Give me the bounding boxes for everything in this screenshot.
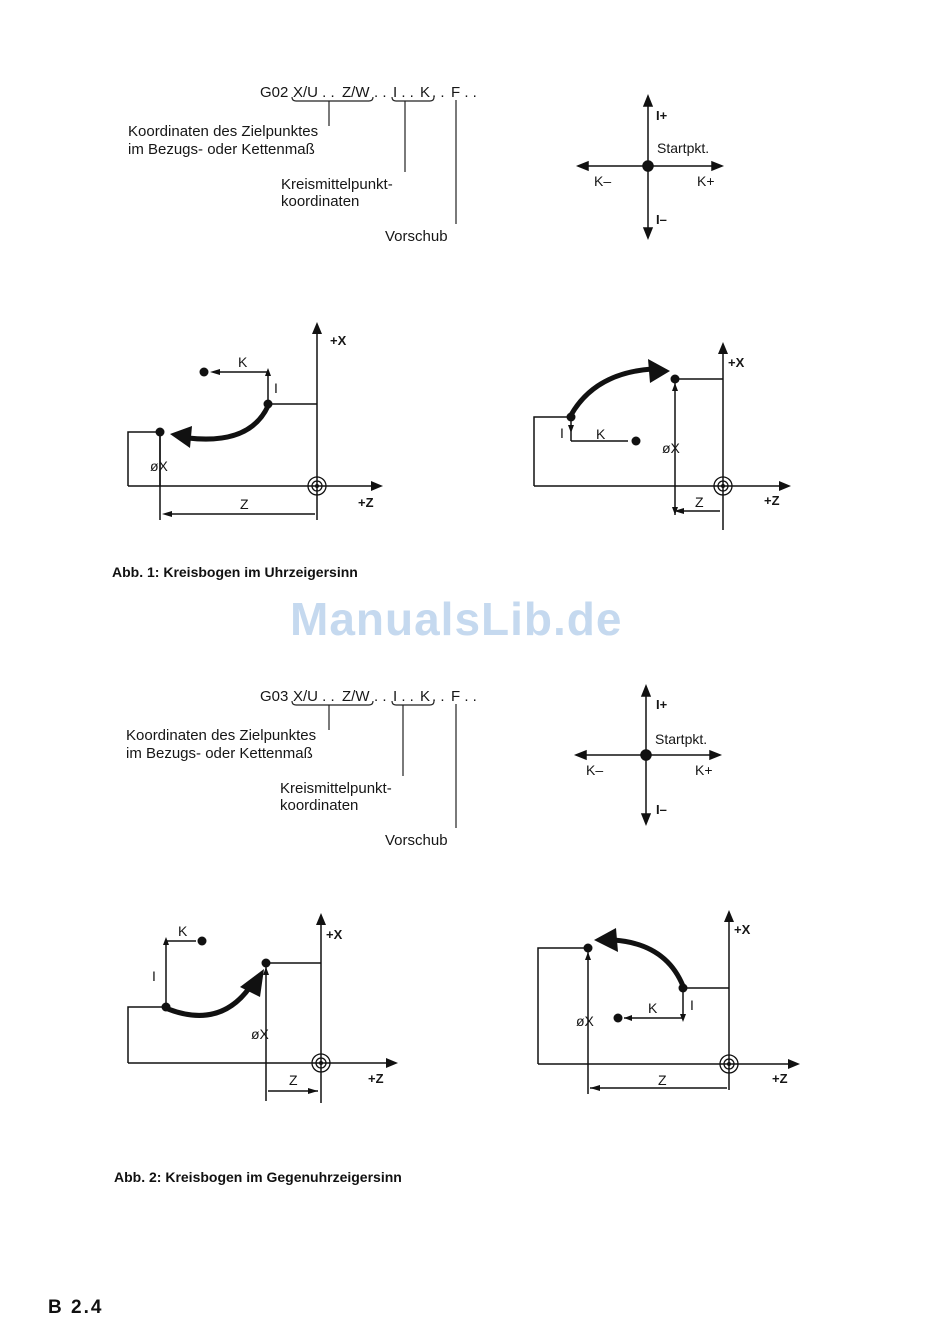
k-minus-label: K–	[594, 173, 612, 189]
feed-label: Vorschub	[385, 832, 448, 849]
k-label: K	[178, 923, 188, 939]
syntax-brackets	[0, 0, 950, 300]
k-label: K	[238, 354, 248, 370]
diameter-x-label: øX	[662, 440, 680, 456]
center-coords-label: Kreismittelpunkt-	[281, 176, 393, 193]
syntax-sep2: . .	[432, 84, 445, 101]
i-label: I	[274, 380, 278, 396]
clockwise-arc	[188, 406, 268, 439]
start-point-label: Startpkt.	[655, 731, 708, 747]
diameter-x-label: øX	[251, 1026, 269, 1042]
fig2-direction-cross	[568, 682, 728, 842]
syntax-f: F . .	[451, 84, 477, 101]
syntax-zw: Z/W	[342, 688, 370, 705]
syntax-xu: X/U . .	[293, 688, 335, 705]
arc-arrowhead	[594, 928, 618, 952]
i-minus-label: I–	[656, 802, 667, 817]
counterclockwise-arc	[614, 940, 683, 986]
diameter-x-label: øX	[576, 1013, 594, 1029]
z-axis-label: +Z	[772, 1071, 788, 1086]
syntax-zw: Z/W	[342, 84, 370, 101]
z-axis-label: +Z	[368, 1071, 384, 1086]
z-distance-label: Z	[658, 1072, 667, 1088]
clockwise-arc	[571, 369, 652, 415]
center-coords-label-2: koordinaten	[281, 193, 360, 210]
syntax-k: K	[420, 688, 431, 705]
i-label: I	[152, 968, 156, 984]
syntax-sep: . .	[374, 84, 387, 101]
counterclockwise-arc	[168, 987, 250, 1015]
z-distance-label: Z	[289, 1072, 298, 1088]
k-label: K	[596, 426, 606, 442]
center-coords-label-2: koordinaten	[280, 797, 359, 814]
k-plus-label: K+	[695, 762, 713, 778]
x-axis-label: +X	[728, 355, 745, 370]
fig1-direction-cross	[570, 92, 730, 252]
syntax-brackets	[0, 600, 950, 840]
g03-code: G03	[260, 688, 289, 705]
figure-2-caption: Abb. 2: Kreisbogen im Gegenuhrzeigersinn	[114, 1169, 402, 1185]
target-coords-label-2: im Bezugs- oder Kettenmaß	[128, 141, 315, 158]
fig2-right-diagram	[520, 900, 810, 1100]
diameter-x-label: øX	[150, 458, 168, 474]
x-axis-label: +X	[734, 922, 751, 937]
page-number: B 2.4	[48, 1297, 104, 1318]
target-coords-label: Koordinaten des Zielpunktes	[126, 727, 317, 744]
syntax-i: I . .	[393, 688, 414, 705]
x-axis-label: +X	[330, 333, 347, 348]
i-plus-label: I+	[656, 697, 668, 712]
i-minus-label: I–	[656, 212, 667, 227]
feed-label: Vorschub	[385, 228, 448, 245]
z-axis-label: +Z	[764, 493, 780, 508]
syntax-i: I . .	[393, 84, 414, 101]
k-label: K	[648, 1000, 658, 1016]
figure-1-caption: Abb. 1: Kreisbogen im Uhrzeigersinn	[112, 564, 358, 580]
watermark: ManualsLib.de	[290, 593, 623, 645]
k-plus-label: K+	[697, 173, 715, 189]
z-distance-label: Z	[695, 494, 704, 510]
z-distance-label: Z	[240, 496, 249, 512]
fig2-left-diagram	[110, 905, 410, 1110]
target-coords-label-2: im Bezugs- oder Kettenmaß	[126, 745, 313, 762]
fig1-right-diagram	[520, 335, 810, 535]
i-label: I	[690, 997, 694, 1013]
x-axis-label: +X	[326, 927, 343, 942]
i-plus-label: I+	[656, 108, 668, 123]
syntax-k: K	[420, 84, 431, 101]
syntax-f: F . .	[451, 688, 477, 705]
i-label: I	[560, 425, 564, 441]
syntax-sep2: . .	[432, 688, 445, 705]
syntax-xu: X/U . .	[293, 84, 335, 101]
arc-arrowhead	[648, 359, 670, 383]
g02-code: G02	[260, 84, 289, 101]
z-axis-label: +Z	[358, 495, 374, 510]
syntax-sep: . .	[374, 688, 387, 705]
start-point-label: Startpkt.	[657, 140, 710, 156]
k-minus-label: K–	[586, 762, 604, 778]
center-coords-label: Kreismittelpunkt-	[280, 780, 392, 797]
arc-arrowhead	[170, 426, 192, 448]
target-coords-label: Koordinaten des Zielpunktes	[128, 123, 319, 140]
fig1-left-diagram	[110, 310, 400, 530]
